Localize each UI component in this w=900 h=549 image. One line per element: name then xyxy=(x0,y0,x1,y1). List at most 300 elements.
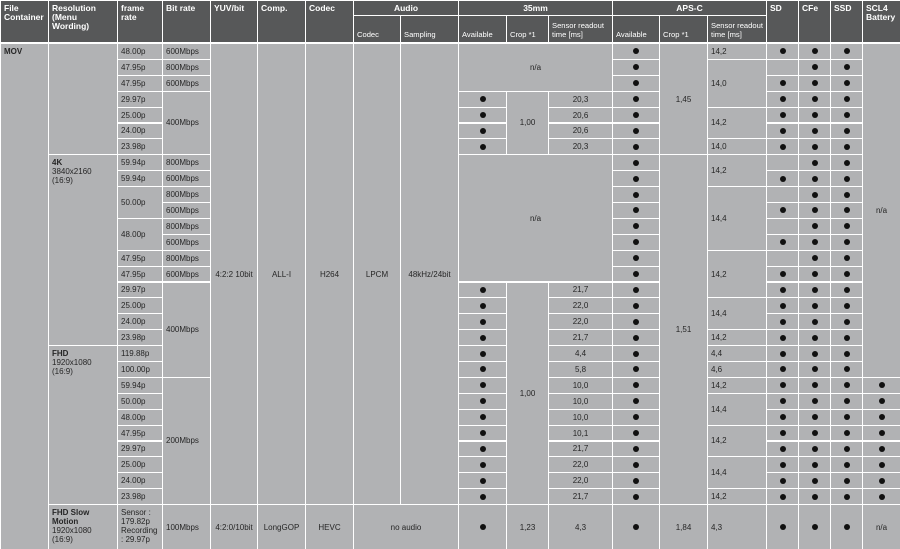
ssd-cell xyxy=(831,394,862,409)
bullet-icon xyxy=(812,478,818,484)
bit-rate-value: 800Mbps xyxy=(166,62,199,72)
crop-35mm-a xyxy=(507,92,548,155)
bit-rate-value: 800Mbps xyxy=(166,158,199,168)
available-apsc-cell xyxy=(613,330,659,345)
bullet-icon xyxy=(633,303,639,309)
cfe-cell xyxy=(799,203,830,218)
bullet-icon xyxy=(812,524,818,530)
battery-cell xyxy=(863,426,900,441)
bullet-icon xyxy=(480,96,486,102)
readout-35mm-cell xyxy=(549,362,612,377)
bullet-icon xyxy=(480,524,486,530)
audio-codec-main-value: LPCM xyxy=(365,269,389,279)
bullet-icon xyxy=(844,96,850,102)
ssd-cell xyxy=(831,457,862,472)
codec-main-value: H264 xyxy=(319,269,340,279)
cfe-cell xyxy=(799,489,830,504)
bullet-icon xyxy=(812,192,818,198)
header-yuv-bit-label: YUV/bit xyxy=(214,3,245,13)
readout-apsc-value: 14,2 xyxy=(711,118,727,128)
header-audio-label: Audio xyxy=(393,2,419,13)
na-35mm-mid xyxy=(459,155,612,281)
ssd-cell xyxy=(831,219,862,234)
bullet-icon xyxy=(480,430,486,436)
sd-cell xyxy=(767,426,798,441)
bullet-icon xyxy=(780,303,786,309)
bullet-icon xyxy=(844,192,850,198)
subheader-apsc-crop-label: Crop *1 xyxy=(663,30,689,39)
bullet-icon xyxy=(812,144,818,150)
res-4k-ratio: (16:9) xyxy=(52,176,73,186)
battery-cell xyxy=(863,378,900,393)
available-35mm-cell xyxy=(459,362,506,377)
header-comp-label: Comp. xyxy=(261,3,288,13)
header-frame-rate xyxy=(118,1,162,42)
frame-rate-value: 25.00p xyxy=(121,460,146,470)
bullet-icon xyxy=(844,351,850,357)
sd-cell xyxy=(767,108,798,123)
bullet-icon xyxy=(633,64,639,70)
bullet-icon xyxy=(780,96,786,102)
cfe-cell xyxy=(799,187,830,202)
bullet-icon xyxy=(812,351,818,357)
frame-rate-value: 29.97p xyxy=(121,94,146,104)
readout-apsc-value: 4,6 xyxy=(711,364,723,374)
header-ssd xyxy=(831,1,862,42)
readout-35mm-cell xyxy=(549,489,612,504)
header-ssd-label: SSD xyxy=(834,3,852,13)
bullet-icon xyxy=(844,80,850,86)
bullet-icon xyxy=(879,494,885,500)
sd-cell xyxy=(767,489,798,504)
slow-yuv xyxy=(211,505,257,549)
bullet-icon xyxy=(812,80,818,86)
bullet-icon xyxy=(480,303,486,309)
bullet-icon xyxy=(780,80,786,86)
ssd-cell xyxy=(831,92,862,107)
bullet-icon xyxy=(879,414,885,420)
frame-rate-cell xyxy=(118,171,162,186)
frame-rate-value: 47.95p xyxy=(121,428,146,438)
bullet-icon xyxy=(812,64,818,70)
bullet-icon xyxy=(780,319,786,325)
bullet-icon xyxy=(844,207,850,213)
bullet-icon xyxy=(480,446,486,452)
sd-cell xyxy=(767,314,798,329)
bullet-icon xyxy=(812,207,818,213)
available-35mm-cell xyxy=(459,124,506,139)
bullet-icon xyxy=(812,239,818,245)
available-apsc-cell xyxy=(613,442,659,457)
subheader-35mm-readout xyxy=(549,16,612,42)
slow-codec-value: HEVC xyxy=(318,522,341,532)
bullet-icon xyxy=(844,478,850,484)
frame-rate-value: 47.95p xyxy=(121,78,146,88)
bullet-icon xyxy=(812,287,818,293)
bullet-icon xyxy=(844,446,850,452)
readout-35mm-value: 22,0 xyxy=(572,317,589,327)
bullet-icon xyxy=(480,462,486,468)
crop-apsc-a-value: 1,45 xyxy=(675,94,692,104)
cfe-cell xyxy=(799,44,830,59)
available-apsc-cell xyxy=(613,171,659,186)
readout-35mm-cell xyxy=(549,108,612,123)
available-apsc-cell xyxy=(613,457,659,472)
readout-35mm-cell xyxy=(549,346,612,361)
bit-rate-value: 600Mbps xyxy=(166,78,199,88)
available-apsc-cell xyxy=(613,203,659,218)
frame-rate-cell xyxy=(118,76,162,91)
ssd-cell xyxy=(831,314,862,329)
bullet-icon xyxy=(633,494,639,500)
cfe-cell xyxy=(799,394,830,409)
bullet-icon xyxy=(879,446,885,452)
available-apsc-cell xyxy=(613,410,659,425)
bullet-icon xyxy=(812,160,818,166)
bit-rate-value: 800Mbps xyxy=(166,253,199,263)
frame-rate-cell xyxy=(118,187,162,218)
available-35mm-cell xyxy=(459,283,506,298)
subheader-apsc-readout-label: Sensor readout time [ms] xyxy=(711,21,763,39)
crop-35mm-b-value: 1,00 xyxy=(519,388,536,398)
na-35mm-mid-value: n/a xyxy=(529,213,542,223)
bullet-icon xyxy=(780,112,786,118)
bullet-icon xyxy=(844,223,850,229)
bullet-icon xyxy=(633,80,639,86)
ssd-cell xyxy=(831,124,862,139)
subheader-apsc-crop xyxy=(660,16,707,42)
audio-codec-main xyxy=(354,44,400,504)
cfe-cell xyxy=(799,92,830,107)
available-apsc-cell xyxy=(613,92,659,107)
available-apsc-cell xyxy=(613,378,659,393)
available-35mm-cell xyxy=(459,314,506,329)
cfe-cell xyxy=(799,473,830,488)
bullet-icon xyxy=(879,382,885,388)
bullet-icon xyxy=(633,414,639,420)
header-sd xyxy=(767,1,798,42)
bullet-icon xyxy=(480,414,486,420)
bit-rate-value: 600Mbps xyxy=(166,269,199,279)
bullet-icon xyxy=(844,128,850,134)
readout-35mm-value: 10,0 xyxy=(572,412,589,422)
slow-available-35mm xyxy=(459,505,506,549)
frame-rate-value: 29.97p xyxy=(121,444,146,454)
bullet-icon xyxy=(780,494,786,500)
frame-rate-cell xyxy=(118,60,162,75)
bullet-icon xyxy=(633,112,639,118)
bullet-icon xyxy=(780,239,786,245)
sd-cell xyxy=(767,235,798,250)
sd-cell xyxy=(767,155,798,170)
readout-35mm-cell xyxy=(549,298,612,313)
readout-apsc-cell xyxy=(708,394,766,425)
bullet-icon xyxy=(812,414,818,420)
frame-rate-cell xyxy=(118,410,162,425)
readout-apsc-value: 14,2 xyxy=(711,436,727,446)
slow-codec xyxy=(306,505,353,549)
bullet-icon xyxy=(812,128,818,134)
available-apsc-cell xyxy=(613,187,659,202)
slow-audio-value: no audio xyxy=(390,522,422,532)
subheader-35mm-available xyxy=(459,16,506,42)
res-fhd-ratio: (16:9) xyxy=(52,367,73,377)
ssd-cell xyxy=(831,187,862,202)
readout-35mm-cell xyxy=(549,378,612,393)
frame-rate-value: 59.94p xyxy=(121,174,146,184)
comp-main-value: ALL-I xyxy=(271,269,292,279)
readout-35mm-value: 10,1 xyxy=(572,428,589,438)
frame-rate-value: 119.88p xyxy=(121,349,150,359)
bullet-icon xyxy=(844,335,850,341)
cfe-cell xyxy=(799,171,830,186)
resolution-blank xyxy=(49,44,117,154)
slow-available-apsc xyxy=(613,505,659,549)
slow-crop-apsc xyxy=(660,505,707,549)
available-apsc-cell xyxy=(613,108,659,123)
bit-rate-cell xyxy=(163,203,210,218)
available-35mm-cell xyxy=(459,92,506,107)
bullet-icon xyxy=(480,112,486,118)
ssd-cell xyxy=(831,76,862,91)
bullet-icon xyxy=(844,112,850,118)
cfe-cell xyxy=(799,346,830,361)
available-apsc-cell xyxy=(613,76,659,91)
bullet-icon xyxy=(480,398,486,404)
header-comp xyxy=(258,1,305,42)
available-35mm-cell xyxy=(459,378,506,393)
bullet-icon xyxy=(780,524,786,530)
readout-35mm-cell xyxy=(549,473,612,488)
ssd-cell xyxy=(831,442,862,457)
frame-rate-cell xyxy=(118,267,162,282)
bullet-icon xyxy=(480,494,486,500)
cfe-cell xyxy=(799,267,830,282)
available-35mm-cell xyxy=(459,139,506,154)
subheader-audio-codec-label: Codec xyxy=(357,30,379,39)
sd-cell xyxy=(767,362,798,377)
frame-rate-value: 25.00p xyxy=(121,301,146,311)
available-35mm-cell xyxy=(459,330,506,345)
bit-rate-cell xyxy=(163,187,210,202)
bit-rate-value: 800Mbps xyxy=(166,190,199,200)
frame-rate-value: 25.00p xyxy=(121,110,146,120)
bullet-icon xyxy=(844,382,850,388)
readout-35mm-value: 21,7 xyxy=(572,492,589,502)
bullet-icon xyxy=(812,446,818,452)
bit-rate-cell xyxy=(163,219,210,234)
readout-apsc-cell xyxy=(708,489,766,504)
bullet-icon xyxy=(844,176,850,182)
bullet-icon xyxy=(844,462,850,468)
bullet-icon xyxy=(812,96,818,102)
bullet-icon xyxy=(844,366,850,372)
bullet-icon xyxy=(633,478,639,484)
readout-apsc-cell xyxy=(708,60,766,107)
ssd-cell xyxy=(831,44,862,59)
cfe-cell xyxy=(799,124,830,139)
ssd-cell xyxy=(831,410,862,425)
frame-rate-value: 48.00p xyxy=(121,229,146,239)
bullet-icon xyxy=(780,478,786,484)
readout-35mm-value: 20,3 xyxy=(572,142,589,152)
frame-rate-value: 23.98p xyxy=(121,142,146,152)
frame-rate-cell xyxy=(118,378,162,393)
header-frame-rate-label: frame rate xyxy=(121,3,145,22)
ssd-cell xyxy=(831,298,862,313)
header-bit-rate xyxy=(163,1,210,42)
readout-35mm-value: 22,0 xyxy=(572,476,589,486)
frame-rate-value: 24.00p xyxy=(121,317,146,327)
bullet-icon xyxy=(812,430,818,436)
ssd-cell xyxy=(831,155,862,170)
frame-rate-cell xyxy=(118,394,162,409)
ssd-cell xyxy=(831,426,862,441)
bullet-icon xyxy=(633,366,639,372)
sd-cell xyxy=(767,171,798,186)
yuv-main xyxy=(211,44,257,504)
bullet-icon xyxy=(633,192,639,198)
readout-35mm-value: 10,0 xyxy=(572,380,589,390)
sd-cell xyxy=(767,267,798,282)
available-35mm-cell xyxy=(459,442,506,457)
cfe-cell xyxy=(799,426,830,441)
battery-cell xyxy=(863,442,900,457)
res-slow-ratio: (16:9) xyxy=(52,535,73,545)
readout-35mm-cell xyxy=(549,314,612,329)
readout-apsc-value: 4,4 xyxy=(711,349,723,359)
available-35mm-cell xyxy=(459,410,506,425)
readout-35mm-cell xyxy=(549,426,612,441)
crop-apsc-a xyxy=(660,44,707,154)
readout-apsc-cell xyxy=(708,362,766,377)
cfe-cell xyxy=(799,108,830,123)
bullet-icon xyxy=(812,48,818,54)
readout-apsc-value: 14,4 xyxy=(711,309,727,319)
header-aps-c-label: APS-C xyxy=(676,2,703,13)
available-35mm-cell xyxy=(459,346,506,361)
cfe-cell xyxy=(799,235,830,250)
frame-rate-cell xyxy=(118,124,162,139)
bullet-icon xyxy=(633,207,639,213)
readout-apsc-cell xyxy=(708,155,766,186)
slow-crop-apsc-value: 1,84 xyxy=(675,522,692,532)
bullet-icon xyxy=(844,524,850,530)
ssd-cell xyxy=(831,171,862,186)
subheader-35mm-crop-label: Crop *1 xyxy=(510,30,536,39)
available-apsc-cell xyxy=(613,139,659,154)
comp-main xyxy=(258,44,305,504)
readout-35mm-value: 20,3 xyxy=(572,94,589,104)
header-yuv-bit xyxy=(211,1,257,42)
available-35mm-cell xyxy=(459,394,506,409)
sd-cell xyxy=(767,44,798,59)
bullet-icon xyxy=(812,319,818,325)
available-apsc-cell xyxy=(613,489,659,504)
subheader-apsc-readout xyxy=(708,16,766,42)
readout-35mm-cell xyxy=(549,283,612,298)
bullet-icon xyxy=(633,144,639,150)
bullet-icon xyxy=(812,271,818,277)
bullet-icon xyxy=(633,335,639,341)
battery-cell xyxy=(863,410,900,425)
frame-rate-value: 24.00p xyxy=(121,476,146,486)
frame-rate-value: 47.95p xyxy=(121,62,146,72)
bullet-icon xyxy=(812,303,818,309)
slow-crop-35mm-value: 1,23 xyxy=(519,522,536,532)
bullet-icon xyxy=(633,430,639,436)
bullet-icon xyxy=(633,160,639,166)
res-4k-dim: 3840x2160 xyxy=(52,167,92,177)
sd-cell xyxy=(767,76,798,91)
header-codec xyxy=(306,1,353,42)
bullet-icon xyxy=(633,287,639,293)
ssd-cell xyxy=(831,283,862,298)
bit-rate-400-a xyxy=(163,92,210,155)
readout-apsc-cell xyxy=(708,426,766,457)
slow-readout-35mm-value: 4,3 xyxy=(574,522,587,532)
bit-rate-400-b xyxy=(163,283,210,377)
bit-rate-value: 600Mbps xyxy=(166,205,199,215)
bullet-icon xyxy=(780,366,786,372)
bit-rate-200-value: 200Mbps xyxy=(166,436,199,446)
bullet-icon xyxy=(633,271,639,277)
container-label: MOV xyxy=(4,47,23,56)
sd-cell xyxy=(767,394,798,409)
bit-rate-cell xyxy=(163,44,210,59)
header-35mm xyxy=(459,1,612,15)
ssd-cell xyxy=(831,108,862,123)
readout-apsc-value: 14,2 xyxy=(711,269,727,279)
slow-audio xyxy=(354,505,458,549)
bullet-icon xyxy=(812,223,818,229)
available-apsc-cell xyxy=(613,426,659,441)
crop-35mm-a-value: 1,00 xyxy=(519,118,536,128)
readout-apsc-cell xyxy=(708,187,766,250)
bullet-icon xyxy=(633,524,639,530)
frame-rate-value: 100.00p xyxy=(121,364,150,374)
bullet-icon xyxy=(812,255,818,261)
cfe-cell xyxy=(799,139,830,154)
header-cfe-label: CFe xyxy=(802,3,819,13)
frame-rate-value: 29.97p xyxy=(121,285,146,295)
bullet-icon xyxy=(879,398,885,404)
bullet-icon xyxy=(633,446,639,452)
header-sd-label: SD xyxy=(770,3,782,13)
ssd-cell xyxy=(831,473,862,488)
bullet-icon xyxy=(780,271,786,277)
frame-rate-value: 50.00p xyxy=(121,197,146,207)
bit-rate-cell xyxy=(163,267,210,282)
ssd-cell xyxy=(831,362,862,377)
readout-35mm-value: 21,7 xyxy=(572,444,589,454)
readout-apsc-cell xyxy=(708,330,766,345)
cfe-cell xyxy=(799,219,830,234)
available-35mm-cell xyxy=(459,473,506,488)
container-cell xyxy=(1,44,48,549)
battery-cell xyxy=(863,473,900,488)
readout-35mm-value: 20,6 xyxy=(572,126,589,136)
res-fhd-title: FHD xyxy=(52,349,69,359)
bullet-icon xyxy=(879,478,885,484)
audio-sampling-main xyxy=(401,44,458,504)
readout-35mm-cell xyxy=(549,457,612,472)
bullet-icon xyxy=(780,128,786,134)
bullet-icon xyxy=(480,366,486,372)
header-resolution-label: Resolution (Menu Wording) xyxy=(52,3,96,31)
readout-35mm-cell xyxy=(549,442,612,457)
bullet-icon xyxy=(780,144,786,150)
